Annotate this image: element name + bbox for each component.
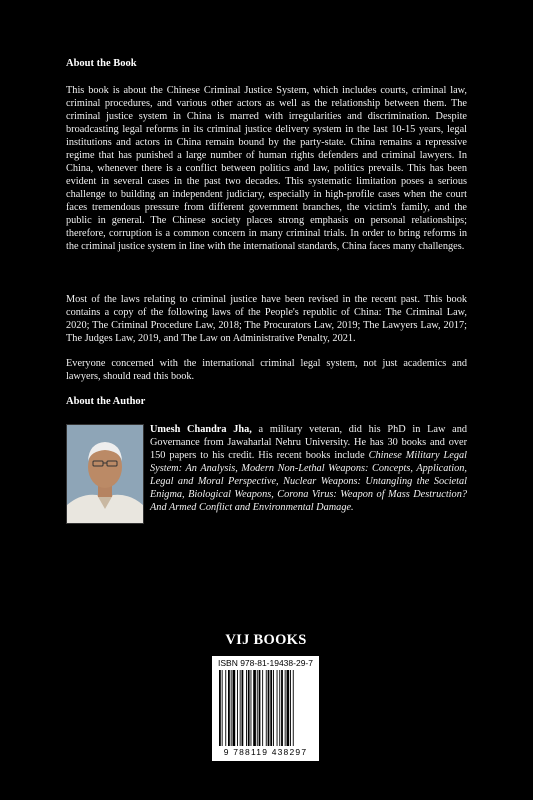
about-book-paragraph-1: This book is about the Chinese Criminal Justice System, which includes courts, criminal law, criminal procedures, and various other actors as well as the relationship between them. The criminal justice system in China is marred with irregularities and discrimination. Despite broadcasting legal reforms in its criminal justice delivery system in the last 10-15 years, legal institutions and actors in China remain bound by the party-state. China remains a repressive regime that has punished a large number of human rights defenders and criminal lawyers. In China, whenever there is a conflict between politics and law, politics prevails. This has been evident in several cases in the past two decades. This systematic limitation poses a serious challenge to building an independent judiciary, especially in high-profile cases when the court faces tremendous pressure from different government branches, the victim's family, and the public in general. The Chinese society places strong emphasis on personal relationships; therefore, corruption is a common concern in many criminal trials. In order to bring reforms in the criminal justice system in line with the international standards, China faces many challenges. bbox=[66, 85, 467, 252]
barcode-digits: 9 788119 438297 bbox=[223, 747, 308, 757]
about-author-heading: About the Author bbox=[66, 396, 146, 407]
author-photo bbox=[66, 424, 144, 524]
author-recent-books: Chinese Military Legal System: An Analysis, Modern Non-Lethal Weapons: Concepts, Application, Legal and Moral Perspective, Nuclear Weapons: Untangling the Societal Enigma, Biological Weapons, Corona Virus: Weapon of Mass Destruction? And Armed Conflict and Environmental Damage. bbox=[150, 450, 467, 513]
author-name: Umesh Chandra Jha, bbox=[150, 424, 252, 435]
about-book-paragraph-2: Most of the laws relating to criminal justice have been revised in the recent past. This book contains a copy of the following laws of the People's republic of China: The Criminal Law, 2020; The Criminal Procedure Law, 2018; The Procurators Law, 2019; The Lawyers Law, 2017; The Judges Law, 2019, and The Law on Administrative Penalty, 2021. bbox=[66, 294, 467, 344]
isbn-label: ISBN 978-81-19438-29-7 bbox=[218, 658, 313, 668]
about-book-heading: About the Book bbox=[66, 58, 137, 69]
isbn-barcode-box bbox=[212, 656, 319, 761]
publisher-logo: VIJ BOOKS bbox=[225, 632, 307, 648]
author-bio-intro: a military veteran, did his PhD in Law and Governance from Jawaharlal Nehru University. He has 30 books and over 150 papers to his credit. His recent books include bbox=[150, 424, 468, 461]
author-bio bbox=[150, 423, 467, 514]
barcode bbox=[215, 670, 316, 746]
about-book-paragraph-3: Everyone concerned with the international criminal legal system, not just academics and lawyers, should read this book. bbox=[66, 358, 467, 382]
